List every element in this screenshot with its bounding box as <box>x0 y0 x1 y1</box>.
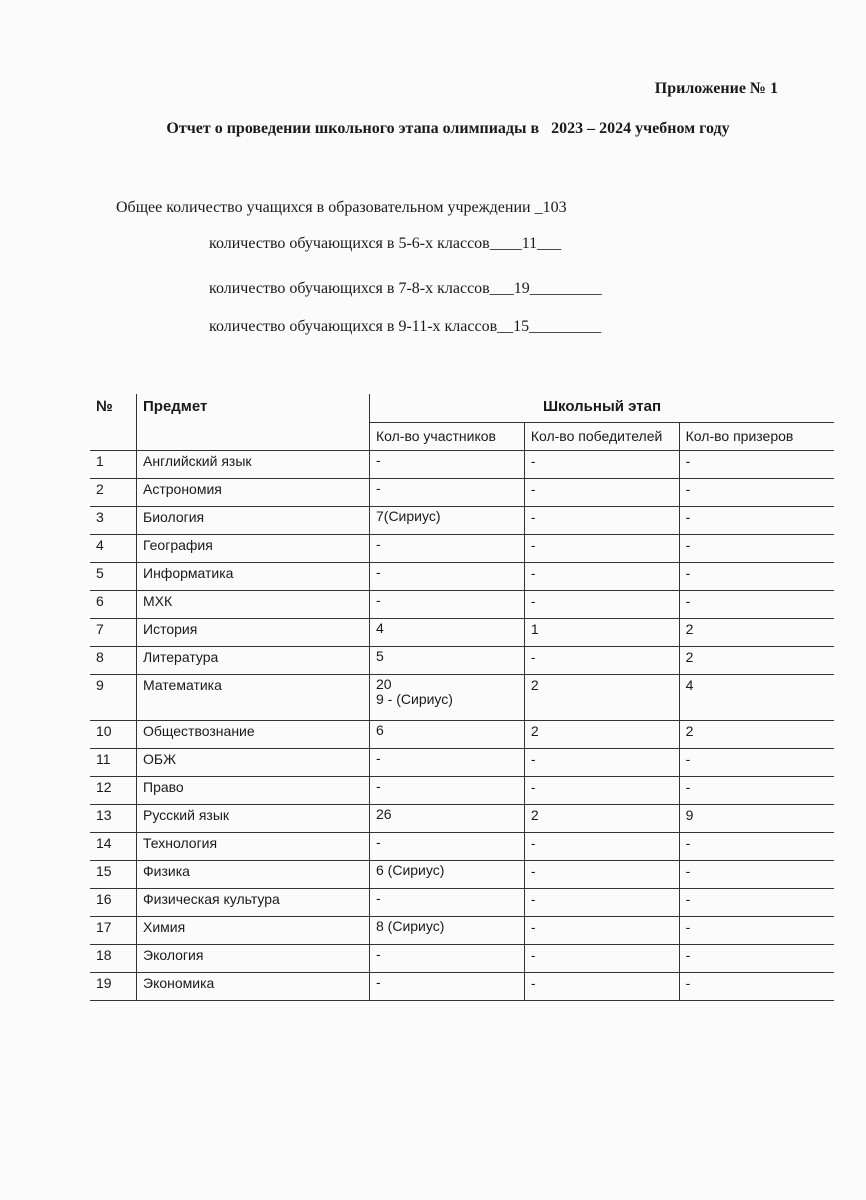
participants-count <box>370 675 525 721</box>
participants-count <box>370 917 525 945</box>
winners-count: - <box>524 777 679 805</box>
participants-value: - <box>376 974 381 990</box>
subject-name: Физическая культура <box>137 889 370 917</box>
table-row <box>90 563 834 591</box>
participants-count <box>370 451 525 479</box>
total-students-line: Общее количество учащихся в образовательном учреждении _103 <box>116 199 567 216</box>
table-row <box>90 507 834 535</box>
winners-count: 2 <box>524 675 679 721</box>
prizewinners-count: - <box>679 889 834 917</box>
participants-value: - <box>376 778 381 794</box>
table-row <box>90 647 834 675</box>
participants-value: 26 <box>376 806 392 822</box>
participants-count <box>370 861 525 889</box>
table-row <box>90 721 834 749</box>
participants-value: 8 (Сириус) <box>376 918 445 934</box>
row-number: 15 <box>90 861 137 889</box>
prizewinners-count: - <box>679 451 834 479</box>
prizewinners-count: 9 <box>679 805 834 833</box>
subject-name: Технология <box>137 833 370 861</box>
table-row <box>90 675 834 721</box>
prizewinners-count: 2 <box>679 647 834 675</box>
participants-count <box>370 535 525 563</box>
header-subject: Предмет <box>137 394 370 451</box>
participants-count <box>370 647 525 675</box>
count-line-9-11: количество обучающихся в 9-11-х классов__15_________ <box>209 318 602 335</box>
row-number: 14 <box>90 833 137 861</box>
row-number: 17 <box>90 917 137 945</box>
winners-count: - <box>524 945 679 973</box>
participants-value: 7(Сириус) <box>376 508 441 524</box>
row-number: 8 <box>90 647 137 675</box>
row-number: 19 <box>90 973 137 1001</box>
prizewinners-count: - <box>679 749 834 777</box>
winners-count: 1 <box>524 619 679 647</box>
participants-value: 5 <box>376 648 384 664</box>
table-row <box>90 973 834 1001</box>
participants-value: 6 (Сириус) <box>376 862 445 878</box>
subject-name: Химия <box>137 917 370 945</box>
participants-value: 6 <box>376 722 384 738</box>
winners-count: - <box>524 535 679 563</box>
row-number: 5 <box>90 563 137 591</box>
subject-name: Литература <box>137 647 370 675</box>
participants-count <box>370 721 525 749</box>
subject-name: Русский язык <box>137 805 370 833</box>
participants-count <box>370 749 525 777</box>
table-row <box>90 535 834 563</box>
participants-count <box>370 805 525 833</box>
row-number: 2 <box>90 479 137 507</box>
appendix-label: Приложение № 1 <box>654 80 778 97</box>
subject-name: Информатика <box>137 563 370 591</box>
subject-name: Экономика <box>137 973 370 1001</box>
document-title: Отчет о проведении школьного этапа олимпиады в 2023 – 2024 учебном году <box>166 120 730 137</box>
participants-value: 4 <box>376 620 384 636</box>
table-row <box>90 777 834 805</box>
participants-count <box>370 507 525 535</box>
participants-value: - <box>376 536 381 552</box>
table-row <box>90 945 834 973</box>
winners-count: 2 <box>524 721 679 749</box>
table-row <box>90 917 834 945</box>
prizewinners-count: - <box>679 507 834 535</box>
row-number: 10 <box>90 721 137 749</box>
winners-count: - <box>524 973 679 1001</box>
table-row <box>90 591 834 619</box>
table-row <box>90 861 834 889</box>
table-body <box>90 451 834 1001</box>
participants-value: - <box>376 890 381 906</box>
row-number: 3 <box>90 507 137 535</box>
participants-value: 20 <box>376 676 392 692</box>
prizewinners-count: - <box>679 861 834 889</box>
table-row <box>90 479 834 507</box>
table-row <box>90 805 834 833</box>
row-number: 12 <box>90 777 137 805</box>
row-number: 4 <box>90 535 137 563</box>
row-number: 1 <box>90 451 137 479</box>
subject-name: Право <box>137 777 370 805</box>
winners-count: - <box>524 889 679 917</box>
participants-value: - <box>376 946 381 962</box>
prizewinners-count: - <box>679 945 834 973</box>
winners-count: - <box>524 451 679 479</box>
subject-name: Обществознание <box>137 721 370 749</box>
header-stage: Школьный этап <box>370 394 835 423</box>
winners-count: - <box>524 917 679 945</box>
prizewinners-count: 2 <box>679 721 834 749</box>
prizewinners-count: - <box>679 563 834 591</box>
table-row <box>90 833 834 861</box>
row-number: 13 <box>90 805 137 833</box>
participants-value: - <box>376 564 381 580</box>
participants-value: - <box>376 834 381 850</box>
winners-count: - <box>524 833 679 861</box>
table-row <box>90 619 834 647</box>
header-prizewinners: Кол-во призеров <box>679 423 834 451</box>
prizewinners-count: - <box>679 917 834 945</box>
winners-count: - <box>524 861 679 889</box>
participants-count <box>370 591 525 619</box>
prizewinners-count: 2 <box>679 619 834 647</box>
participants-value: 9 - (Сириус) <box>376 691 453 707</box>
winners-count: 2 <box>524 805 679 833</box>
subject-name: Экология <box>137 945 370 973</box>
winners-count: - <box>524 563 679 591</box>
subject-name: Математика <box>137 675 370 721</box>
prizewinners-count: - <box>679 591 834 619</box>
participants-value: - <box>376 592 381 608</box>
winners-count: - <box>524 479 679 507</box>
row-number: 11 <box>90 749 137 777</box>
participants-count <box>370 889 525 917</box>
participants-count <box>370 777 525 805</box>
table-row <box>90 451 834 479</box>
winners-count: - <box>524 591 679 619</box>
participants-value: - <box>376 452 381 468</box>
subject-name: Английский язык <box>137 451 370 479</box>
header-num: № <box>90 394 137 451</box>
row-number: 7 <box>90 619 137 647</box>
winners-count: - <box>524 507 679 535</box>
prizewinners-count: - <box>679 535 834 563</box>
row-number: 9 <box>90 675 137 721</box>
participants-count <box>370 973 525 1001</box>
count-line-5-6: количество обучающихся в 5-6-х классов____11___ <box>209 235 562 252</box>
prizewinners-count: - <box>679 777 834 805</box>
subject-name: География <box>137 535 370 563</box>
participants-count <box>370 563 525 591</box>
row-number: 18 <box>90 945 137 973</box>
participants-value: - <box>376 750 381 766</box>
prizewinners-count: - <box>679 479 834 507</box>
participants-count <box>370 479 525 507</box>
row-number: 6 <box>90 591 137 619</box>
subject-name: Физика <box>137 861 370 889</box>
subject-name: ОБЖ <box>137 749 370 777</box>
row-number: 16 <box>90 889 137 917</box>
subject-name: МХК <box>137 591 370 619</box>
table-row <box>90 889 834 917</box>
table-row <box>90 749 834 777</box>
prizewinners-count: 4 <box>679 675 834 721</box>
participants-value: - <box>376 480 381 496</box>
header-participants: Кол-во участников <box>370 423 525 451</box>
winners-count: - <box>524 647 679 675</box>
prizewinners-count: - <box>679 833 834 861</box>
subject-name: Биология <box>137 507 370 535</box>
participants-count <box>370 619 525 647</box>
count-line-7-8: количество обучающихся в 7-8-х классов___19_________ <box>209 280 602 297</box>
winners-count: - <box>524 749 679 777</box>
participants-count <box>370 833 525 861</box>
subject-name: История <box>137 619 370 647</box>
participants-count <box>370 945 525 973</box>
prizewinners-count: - <box>679 973 834 1001</box>
header-winners: Кол-во победителей <box>524 423 679 451</box>
subject-name: Астрономия <box>137 479 370 507</box>
olympiad-table <box>90 394 834 1001</box>
